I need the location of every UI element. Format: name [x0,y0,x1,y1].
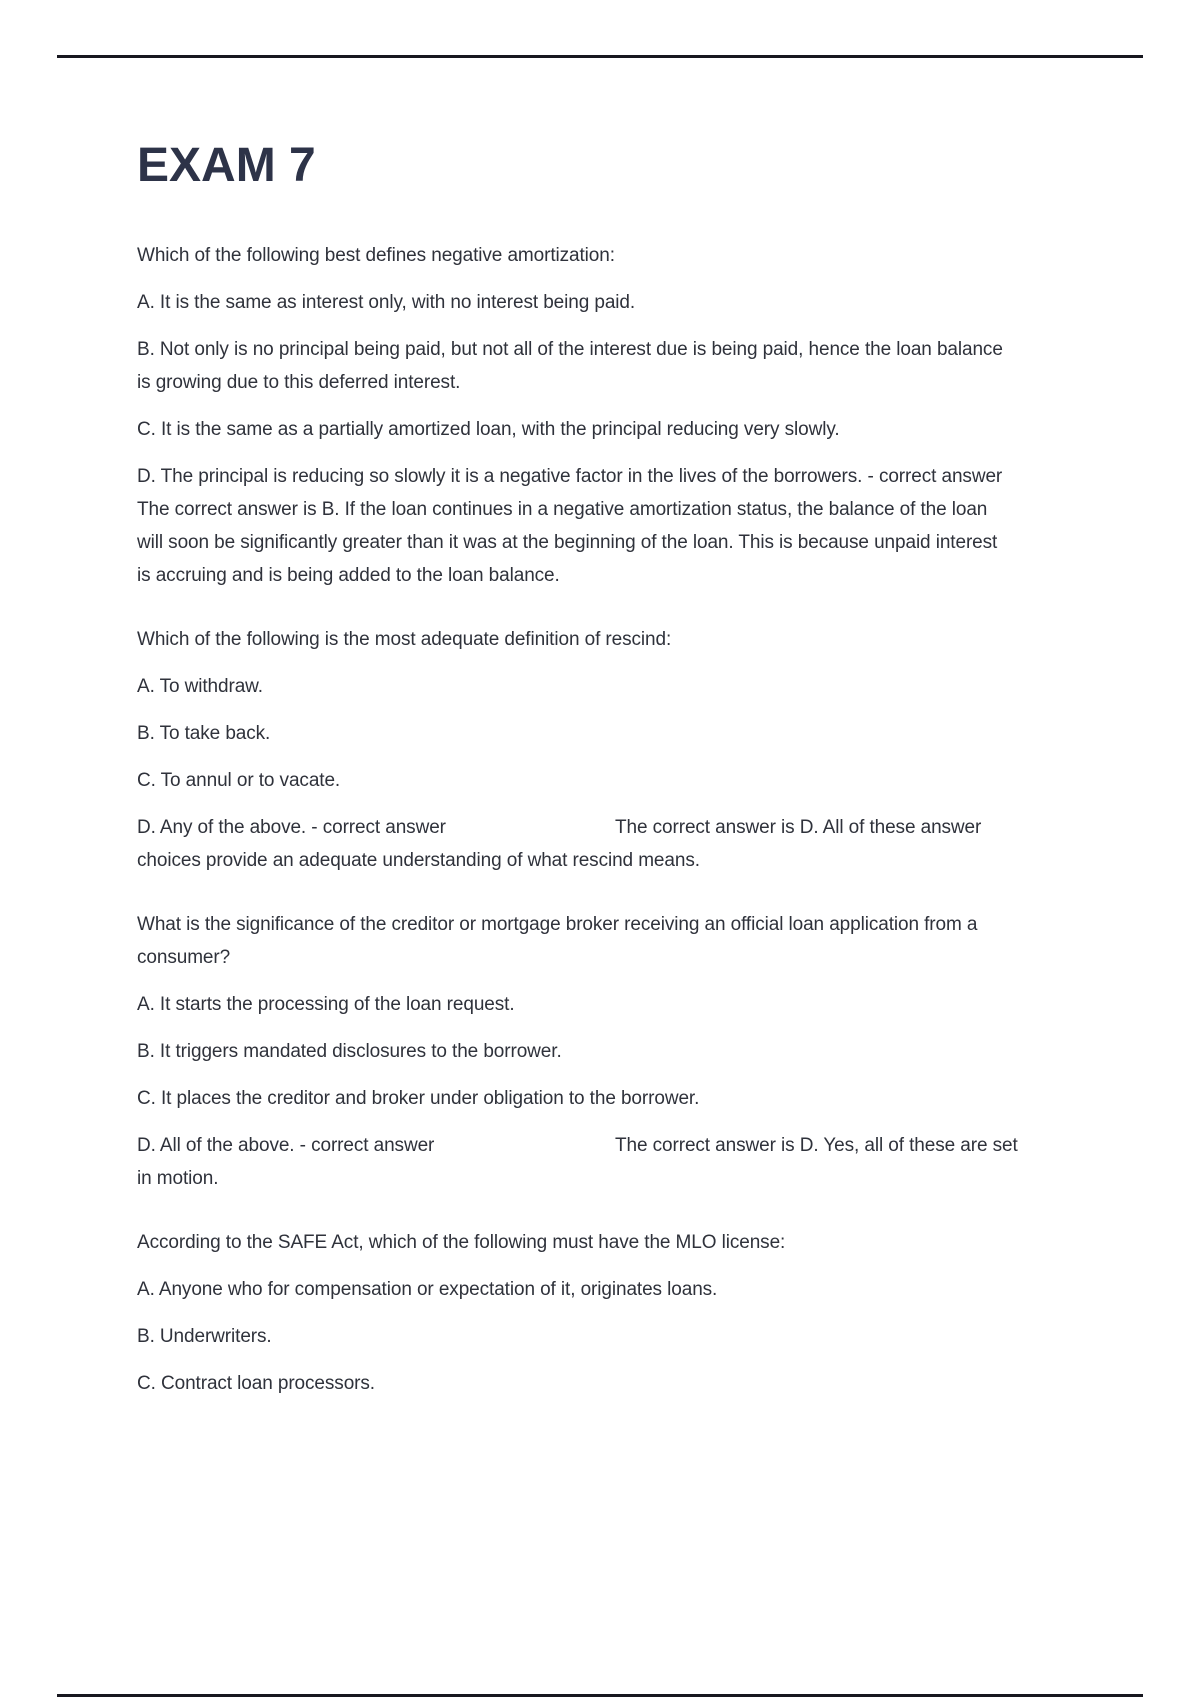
option-line: C. It places the creditor and broker under obligation to the borrower. [137,1088,700,1109]
option-line: C. To annul or to vacate. [137,770,341,791]
option-line: C. Contract loan processors. [137,1373,375,1394]
question-2-option-c [137,764,1097,797]
page-title: EXAM 7 [137,139,316,192]
explanation-line: is accruing and is being added to the loan balance. [137,565,560,586]
question-2-option-d-and-explanation [137,811,1097,877]
option-d-label: D. All of the above. - correct answer [137,1135,435,1156]
question-3-option-d-and-explanation [137,1129,1097,1195]
question-line: consumer? [137,947,231,968]
question-block-2 [137,623,1097,877]
question-block-4 [137,1226,1097,1400]
question-2-option-b [137,717,1097,750]
question-1-option-b [137,333,1097,399]
option-line: A. Anyone who for compensation or expectation of it, originates loans. [137,1279,718,1300]
option-line [137,811,1097,844]
question-1-option-a [137,286,1097,319]
question-1-text [137,239,1097,272]
option-line: A. It starts the processing of the loan request. [137,994,515,1015]
explanation-start: The correct answer is D. Yes, all of these are set [615,1135,1018,1156]
question-block-1 [137,239,1097,592]
question-2-text [137,623,1097,656]
option-line: B. To take back. [137,723,271,744]
option-line: D. The principal is reducing so slowly it is a negative factor in the lives of the borrowers. - correct answer [137,466,1003,487]
option-line: A. It is the same as interest only, with no interest being paid. [137,292,636,313]
question-3-option-c [137,1082,1097,1115]
document-content [137,139,1097,1414]
question-line: Which of the following is the most adequate definition of rescind: [137,629,672,650]
question-line: Which of the following best defines negative amortization: [137,245,615,266]
explanation-line: The correct answer is B. If the loan continues in a negative amortization status, the balance of the loan [137,499,988,520]
question-3-text [137,908,1097,974]
question-4-option-b [137,1320,1097,1353]
explanation-start: The correct answer is D. All of these answer [615,817,982,838]
question-line: According to the SAFE Act, which of the following must have the MLO license: [137,1232,786,1253]
question-3-option-b [137,1035,1097,1068]
explanation-line: in motion. [137,1168,219,1189]
question-3-option-a [137,988,1097,1021]
question-1-option-c [137,413,1097,446]
explanation-line: choices provide an adequate understanding of what rescind means. [137,850,700,871]
option-line: B. It triggers mandated disclosures to the borrower. [137,1041,562,1062]
option-line: B. Underwriters. [137,1326,272,1347]
option-line: C. It is the same as a partially amortized loan, with the principal reducing very slowly. [137,419,840,440]
question-1-option-d-and-explanation [137,460,1097,592]
option-line [137,1129,1097,1162]
question-block-3 [137,908,1097,1195]
question-4-text [137,1226,1097,1259]
question-4-option-c [137,1367,1097,1400]
question-line: What is the significance of the creditor or mortgage broker receiving an official loan application from a [137,914,978,935]
footer-rule [57,1694,1143,1697]
question-2-option-a [137,670,1097,703]
option-line: is growing due to this deferred interest. [137,372,461,393]
question-4-option-a [137,1273,1097,1306]
option-line: A. To withdraw. [137,676,263,697]
header-rule [57,55,1143,58]
option-line: B. Not only is no principal being paid, but not all of the interest due is being paid, hence the loan balance [137,339,1003,360]
option-d-label: D. Any of the above. - correct answer [137,817,446,838]
explanation-line: will soon be significantly greater than it was at the beginning of the loan. This is because unpaid interest [137,532,998,553]
